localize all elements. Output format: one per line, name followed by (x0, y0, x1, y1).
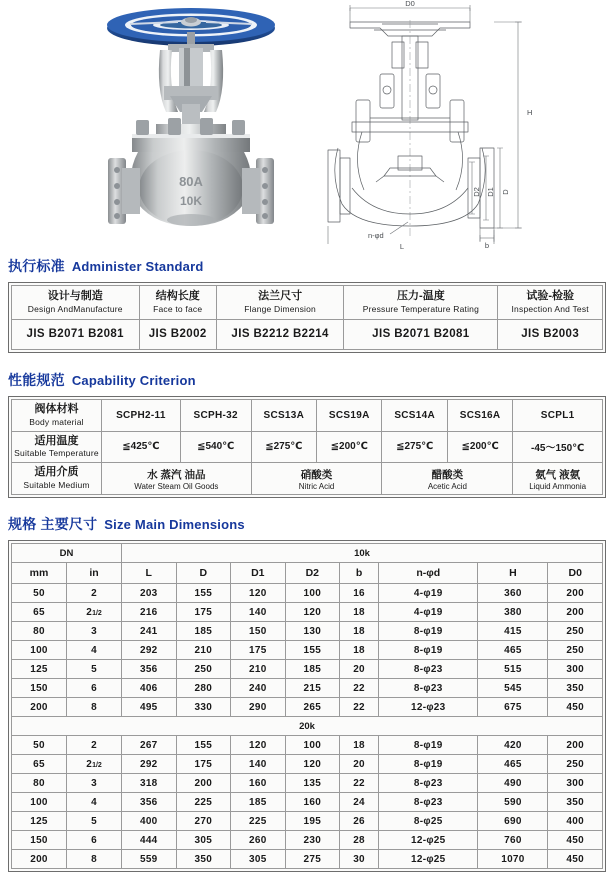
medium-en: Liquid Ammonia (529, 481, 587, 491)
cap-row0-en: Body material (29, 416, 84, 427)
temperature-cell: ≦425℃ (102, 431, 181, 463)
material-cell: SCS13A (251, 399, 316, 431)
heading-en-standard: Administer Standard (71, 259, 204, 274)
standard-value-cell: JIS B2071 B2081 (344, 319, 498, 349)
cell-D0: 250 (548, 755, 603, 774)
material-cell: SCS19A (317, 399, 382, 431)
cell-nphid: 8-φ23 (379, 793, 478, 812)
cell-H: 465 (478, 641, 548, 660)
cell-dn-in: 2 (67, 736, 122, 755)
cell-D: 175 (176, 755, 231, 774)
heading-en-dimensions: Size Main Dimensions (104, 517, 245, 533)
capability-row-label (12, 431, 102, 463)
medium-cell (102, 463, 252, 495)
table-row (12, 698, 603, 717)
table-row (12, 641, 603, 660)
cell-D0: 200 (548, 603, 603, 622)
cell-b: 28 (340, 831, 379, 850)
cell-L: 216 (122, 603, 177, 622)
cell-dn-in: 4 (67, 793, 122, 812)
band-label-10k: 10k (122, 544, 603, 563)
cell-D2: 120 (285, 755, 340, 774)
cast-rating-text: 10K (179, 194, 203, 208)
label-d2: D2 (472, 187, 481, 197)
cell-nphid: 4-φ19 (379, 603, 478, 622)
product-media-row (0, 0, 614, 250)
cap-row2-cn: 适用介质 (34, 466, 79, 479)
cell-nphid: 8-φ23 (379, 679, 478, 698)
medium-cell (251, 463, 382, 495)
table-row (12, 793, 603, 812)
standard-header-cell (498, 286, 603, 320)
cell-dn-mm: 200 (12, 850, 67, 869)
table-row (12, 584, 603, 603)
cell-L: 444 (122, 831, 177, 850)
standard-col2-en: Flange Dimension (244, 303, 316, 314)
cell-D0: 200 (548, 584, 603, 603)
cell-D: 185 (176, 622, 231, 641)
cell-dn-mm: 65 (12, 603, 67, 622)
cell-D2: 160 (285, 793, 340, 812)
dn-header: DN (12, 544, 122, 563)
cell-D: 270 (176, 812, 231, 831)
cell-H: 415 (478, 622, 548, 641)
cell-D1: 305 (231, 850, 286, 869)
heading-cn-dimensions: 规格 主要尺寸 (8, 516, 98, 533)
cell-dn-in: 8 (67, 698, 122, 717)
heading-cn-standard: 执行标准 (8, 258, 65, 274)
capability-material-row (12, 399, 603, 431)
label-d: D (501, 189, 510, 195)
medium-cell (513, 463, 603, 495)
standard-col3-en: Pressure Temperature Rating (362, 303, 480, 314)
valve-technical-drawing (322, 0, 614, 250)
cell-nphid: 8-φ25 (379, 812, 478, 831)
cell-dn-mm: 125 (12, 812, 67, 831)
col-header-D2: D2 (285, 563, 340, 584)
inch-fraction: 1/2 (92, 609, 102, 617)
dimension-h-group (494, 22, 522, 228)
heading-cn-capability: 性能规范 (8, 371, 65, 388)
administer-standard-table (11, 285, 603, 350)
cell-nphid: 4-φ19 (379, 584, 478, 603)
cell-D1: 290 (231, 698, 286, 717)
cell-b: 16 (340, 584, 379, 603)
cell-L: 400 (122, 812, 177, 831)
cell-dn-in: 5 (67, 812, 122, 831)
label-b: b (484, 241, 490, 250)
dimensions-band-row-20k (12, 717, 603, 736)
cell-dn-in: 3 (67, 774, 122, 793)
cell-H: 380 (478, 603, 548, 622)
cell-H: 760 (478, 831, 548, 850)
medium-en: Acetic Acid (427, 481, 467, 491)
cell-dn-mm: 80 (12, 774, 67, 793)
standard-col0-en: Design AndManufacture (27, 303, 123, 314)
cell-D: 155 (176, 736, 231, 755)
heading-en-capability: Capability Criterion (71, 372, 196, 388)
cell-dn-in: 4 (67, 641, 122, 660)
cell-D0: 200 (548, 736, 603, 755)
section-heading-standard (0, 256, 614, 276)
cell-D1: 225 (231, 812, 286, 831)
cell-L: 267 (122, 736, 177, 755)
cell-D1: 175 (231, 641, 286, 660)
band-label-20k: 20k (12, 717, 603, 736)
cell-D: 225 (176, 793, 231, 812)
capability-row-label (12, 399, 102, 431)
cell-D2: 230 (285, 831, 340, 850)
cell-dn-in: 2 (67, 584, 122, 603)
cell-dn-mm: 200 (12, 698, 67, 717)
label-h: H (527, 108, 533, 117)
cell-L: 406 (122, 679, 177, 698)
table-row (12, 603, 603, 622)
cap-row2-en: Suitable Medium (23, 480, 90, 491)
cell-dn-in: 6 (67, 679, 122, 698)
cell-D: 175 (176, 603, 231, 622)
cap-row0-cn: 阀体材料 (34, 402, 79, 415)
standard-value-cell: JIS B2002 (139, 319, 216, 349)
medium-cn: 硝酸类 (300, 468, 333, 481)
cell-D1: 210 (231, 660, 286, 679)
cell-nphid: 8-φ23 (379, 774, 478, 793)
cell-nphid: 8-φ23 (379, 660, 478, 679)
standard-col3-cn: 压力-温度 (397, 290, 445, 302)
cell-D: 350 (176, 850, 231, 869)
cell-dn-mm: 100 (12, 641, 67, 660)
table-row (12, 774, 603, 793)
cell-dn-in: 3 (67, 622, 122, 641)
cell-D: 200 (176, 774, 231, 793)
cell-D2: 130 (285, 622, 340, 641)
cell-D1: 240 (231, 679, 286, 698)
medium-en: Water Steam Oil Goods (134, 481, 219, 491)
table-row (12, 679, 603, 698)
medium-en: Nitric Acid (298, 481, 335, 491)
cell-b: 22 (340, 698, 379, 717)
col-header-D0: D0 (548, 563, 603, 584)
temperature-cell: ≦200℃ (317, 431, 382, 463)
cell-D2: 100 (285, 584, 340, 603)
label-nphid: n-φd (368, 231, 384, 240)
standard-col0-cn: 设计与制造 (47, 290, 103, 302)
cell-D2: 100 (285, 736, 340, 755)
table-row (12, 850, 603, 869)
cell-D1: 160 (231, 774, 286, 793)
col-header-L: L (122, 563, 177, 584)
medium-cn: 水 蒸汽 油品 (147, 468, 206, 481)
cell-D2: 195 (285, 812, 340, 831)
cell-D2: 275 (285, 850, 340, 869)
cell-D: 250 (176, 660, 231, 679)
cell-dn-mm: 125 (12, 660, 67, 679)
label-l: L (399, 242, 405, 250)
cell-nphid: 8-φ19 (379, 736, 478, 755)
temperature-cell: ≦540℃ (180, 431, 251, 463)
temperature-cell: ≦200℃ (447, 431, 512, 463)
cell-H: 590 (478, 793, 548, 812)
cast-size-text: 80A (179, 174, 203, 189)
cell-D1: 120 (231, 584, 286, 603)
dimension-b-group (480, 228, 494, 242)
cell-D2: 265 (285, 698, 340, 717)
cell-L: 356 (122, 660, 177, 679)
standard-col2-cn: 法兰尺寸 (258, 290, 303, 302)
dimension-l-group (328, 226, 494, 244)
cell-nphid: 12-φ25 (379, 831, 478, 850)
cell-D2: 215 (285, 679, 340, 698)
cell-L: 292 (122, 641, 177, 660)
cell-H: 1070 (478, 850, 548, 869)
cell-D: 280 (176, 679, 231, 698)
cell-D0: 350 (548, 793, 603, 812)
cap-row1-cn: 适用温度 (34, 434, 79, 447)
cell-D1: 185 (231, 793, 286, 812)
cell-b: 20 (340, 660, 379, 679)
cell-D: 155 (176, 584, 231, 603)
cell-D0: 300 (548, 660, 603, 679)
cell-L: 241 (122, 622, 177, 641)
cell-nphid: 8-φ19 (379, 641, 478, 660)
standard-value-row (12, 319, 603, 349)
cell-D0: 250 (548, 641, 603, 660)
cell-b: 18 (340, 622, 379, 641)
table-row (12, 755, 603, 774)
standard-col4-en: Inspection And Test (511, 303, 589, 314)
standard-value-cell: JIS B2003 (498, 319, 603, 349)
dimensions-table-wrap (8, 540, 606, 872)
cell-H: 465 (478, 755, 548, 774)
standard-table-wrap (8, 282, 606, 353)
cell-D: 210 (176, 641, 231, 660)
standard-header-cell (12, 286, 140, 320)
cell-D2: 135 (285, 774, 340, 793)
cell-H: 490 (478, 774, 548, 793)
table-row (12, 812, 603, 831)
section-heading-capability (0, 370, 614, 390)
capability-row-label (12, 463, 102, 495)
cell-nphid: 8-φ19 (379, 755, 478, 774)
standard-header-cell (344, 286, 498, 320)
size-main-dimensions-table (11, 543, 603, 869)
cell-dn-in: 21/2 (67, 603, 122, 622)
cell-dn-mm: 100 (12, 793, 67, 812)
cell-D2: 155 (285, 641, 340, 660)
cell-H: 545 (478, 679, 548, 698)
cell-H: 420 (478, 736, 548, 755)
temperature-cell: ≦275℃ (251, 431, 316, 463)
temperature-cell: -45～150℃ (513, 431, 603, 463)
cap-row1-en: Suitable Temperature (14, 448, 99, 459)
standard-col4-cn: 试验-检验 (526, 290, 575, 302)
capability-temperature-row (12, 431, 603, 463)
cell-L: 203 (122, 584, 177, 603)
standard-col1-cn: 结构长度 (155, 290, 200, 302)
cell-L: 559 (122, 850, 177, 869)
material-cell: SCPH-32 (180, 399, 251, 431)
valve-photo (60, 0, 322, 250)
material-cell: SCPH2-11 (102, 399, 181, 431)
cell-b: 22 (340, 679, 379, 698)
cell-dn-mm: 65 (12, 755, 67, 774)
dimensions-column-header-row (12, 563, 603, 584)
cell-D1: 140 (231, 603, 286, 622)
cell-D1: 120 (231, 736, 286, 755)
col-header-D: D (176, 563, 231, 584)
cell-D1: 150 (231, 622, 286, 641)
cell-D0: 350 (548, 679, 603, 698)
cell-dn-mm: 150 (12, 831, 67, 850)
capability-medium-row (12, 463, 603, 495)
cell-b: 18 (340, 603, 379, 622)
cell-b: 22 (340, 774, 379, 793)
cell-dn-in: 21/2 (67, 755, 122, 774)
material-cell: SCPL1 (513, 399, 603, 431)
cell-nphid: 12-φ25 (379, 850, 478, 869)
col-header-b: b (340, 563, 379, 584)
cell-D0: 450 (548, 698, 603, 717)
cell-L: 495 (122, 698, 177, 717)
cell-dn-mm: 150 (12, 679, 67, 698)
cell-dn-mm: 80 (12, 622, 67, 641)
medium-cn: 氨气 液氨 (535, 468, 581, 481)
cell-L: 318 (122, 774, 177, 793)
label-d0: D0 (405, 0, 415, 8)
table-row (12, 622, 603, 641)
cell-dn-in: 5 (67, 660, 122, 679)
col-header-D1: D1 (231, 563, 286, 584)
col-header-in: in (67, 563, 122, 584)
material-cell: SCS16A (447, 399, 512, 431)
capability-criterion-table (11, 399, 603, 495)
cell-D0: 450 (548, 850, 603, 869)
standard-col1-en: Face to face (153, 303, 203, 314)
inch-fraction: 1/2 (92, 761, 102, 769)
cell-b: 18 (340, 736, 379, 755)
table-row (12, 660, 603, 679)
standard-header-cell (139, 286, 216, 320)
table-row (12, 736, 603, 755)
dimensions-top-header-row (12, 544, 603, 563)
cell-D: 305 (176, 831, 231, 850)
cell-nphid: 8-φ19 (379, 622, 478, 641)
cell-b: 18 (340, 641, 379, 660)
material-cell: SCS14A (382, 399, 447, 431)
cell-b: 26 (340, 812, 379, 831)
standard-value-cell: JIS B2071 B2081 (12, 319, 140, 349)
medium-cn: 醋酸类 (431, 468, 464, 481)
standard-value-cell: JIS B2212 B2214 (216, 319, 344, 349)
col-header-nd: n-φd (379, 563, 478, 584)
cell-dn-in: 8 (67, 850, 122, 869)
cell-nphid: 12-φ23 (379, 698, 478, 717)
cell-b: 20 (340, 755, 379, 774)
col-header-H: H (478, 563, 548, 584)
cell-H: 675 (478, 698, 548, 717)
capability-table-wrap (8, 396, 606, 498)
cell-D0: 400 (548, 812, 603, 831)
medium-cell (382, 463, 513, 495)
cell-H: 690 (478, 812, 548, 831)
cell-L: 292 (122, 755, 177, 774)
label-d1: D1 (486, 187, 495, 197)
cell-H: 515 (478, 660, 548, 679)
cell-D0: 250 (548, 622, 603, 641)
standard-header-row (12, 286, 603, 320)
cell-dn-in: 6 (67, 831, 122, 850)
temperature-cell: ≦275℃ (382, 431, 447, 463)
cell-b: 24 (340, 793, 379, 812)
cell-D: 330 (176, 698, 231, 717)
section-heading-dimensions (0, 514, 614, 534)
table-row (12, 831, 603, 850)
cell-D0: 450 (548, 831, 603, 850)
standard-header-cell (216, 286, 344, 320)
cell-dn-mm: 50 (12, 584, 67, 603)
cell-dn-mm: 50 (12, 736, 67, 755)
cell-L: 356 (122, 793, 177, 812)
cell-D0: 300 (548, 774, 603, 793)
cell-D2: 185 (285, 660, 340, 679)
col-header-mm: mm (12, 563, 67, 584)
cell-D1: 260 (231, 831, 286, 850)
cell-D2: 120 (285, 603, 340, 622)
cell-D1: 140 (231, 755, 286, 774)
cell-b: 30 (340, 850, 379, 869)
cell-H: 360 (478, 584, 548, 603)
